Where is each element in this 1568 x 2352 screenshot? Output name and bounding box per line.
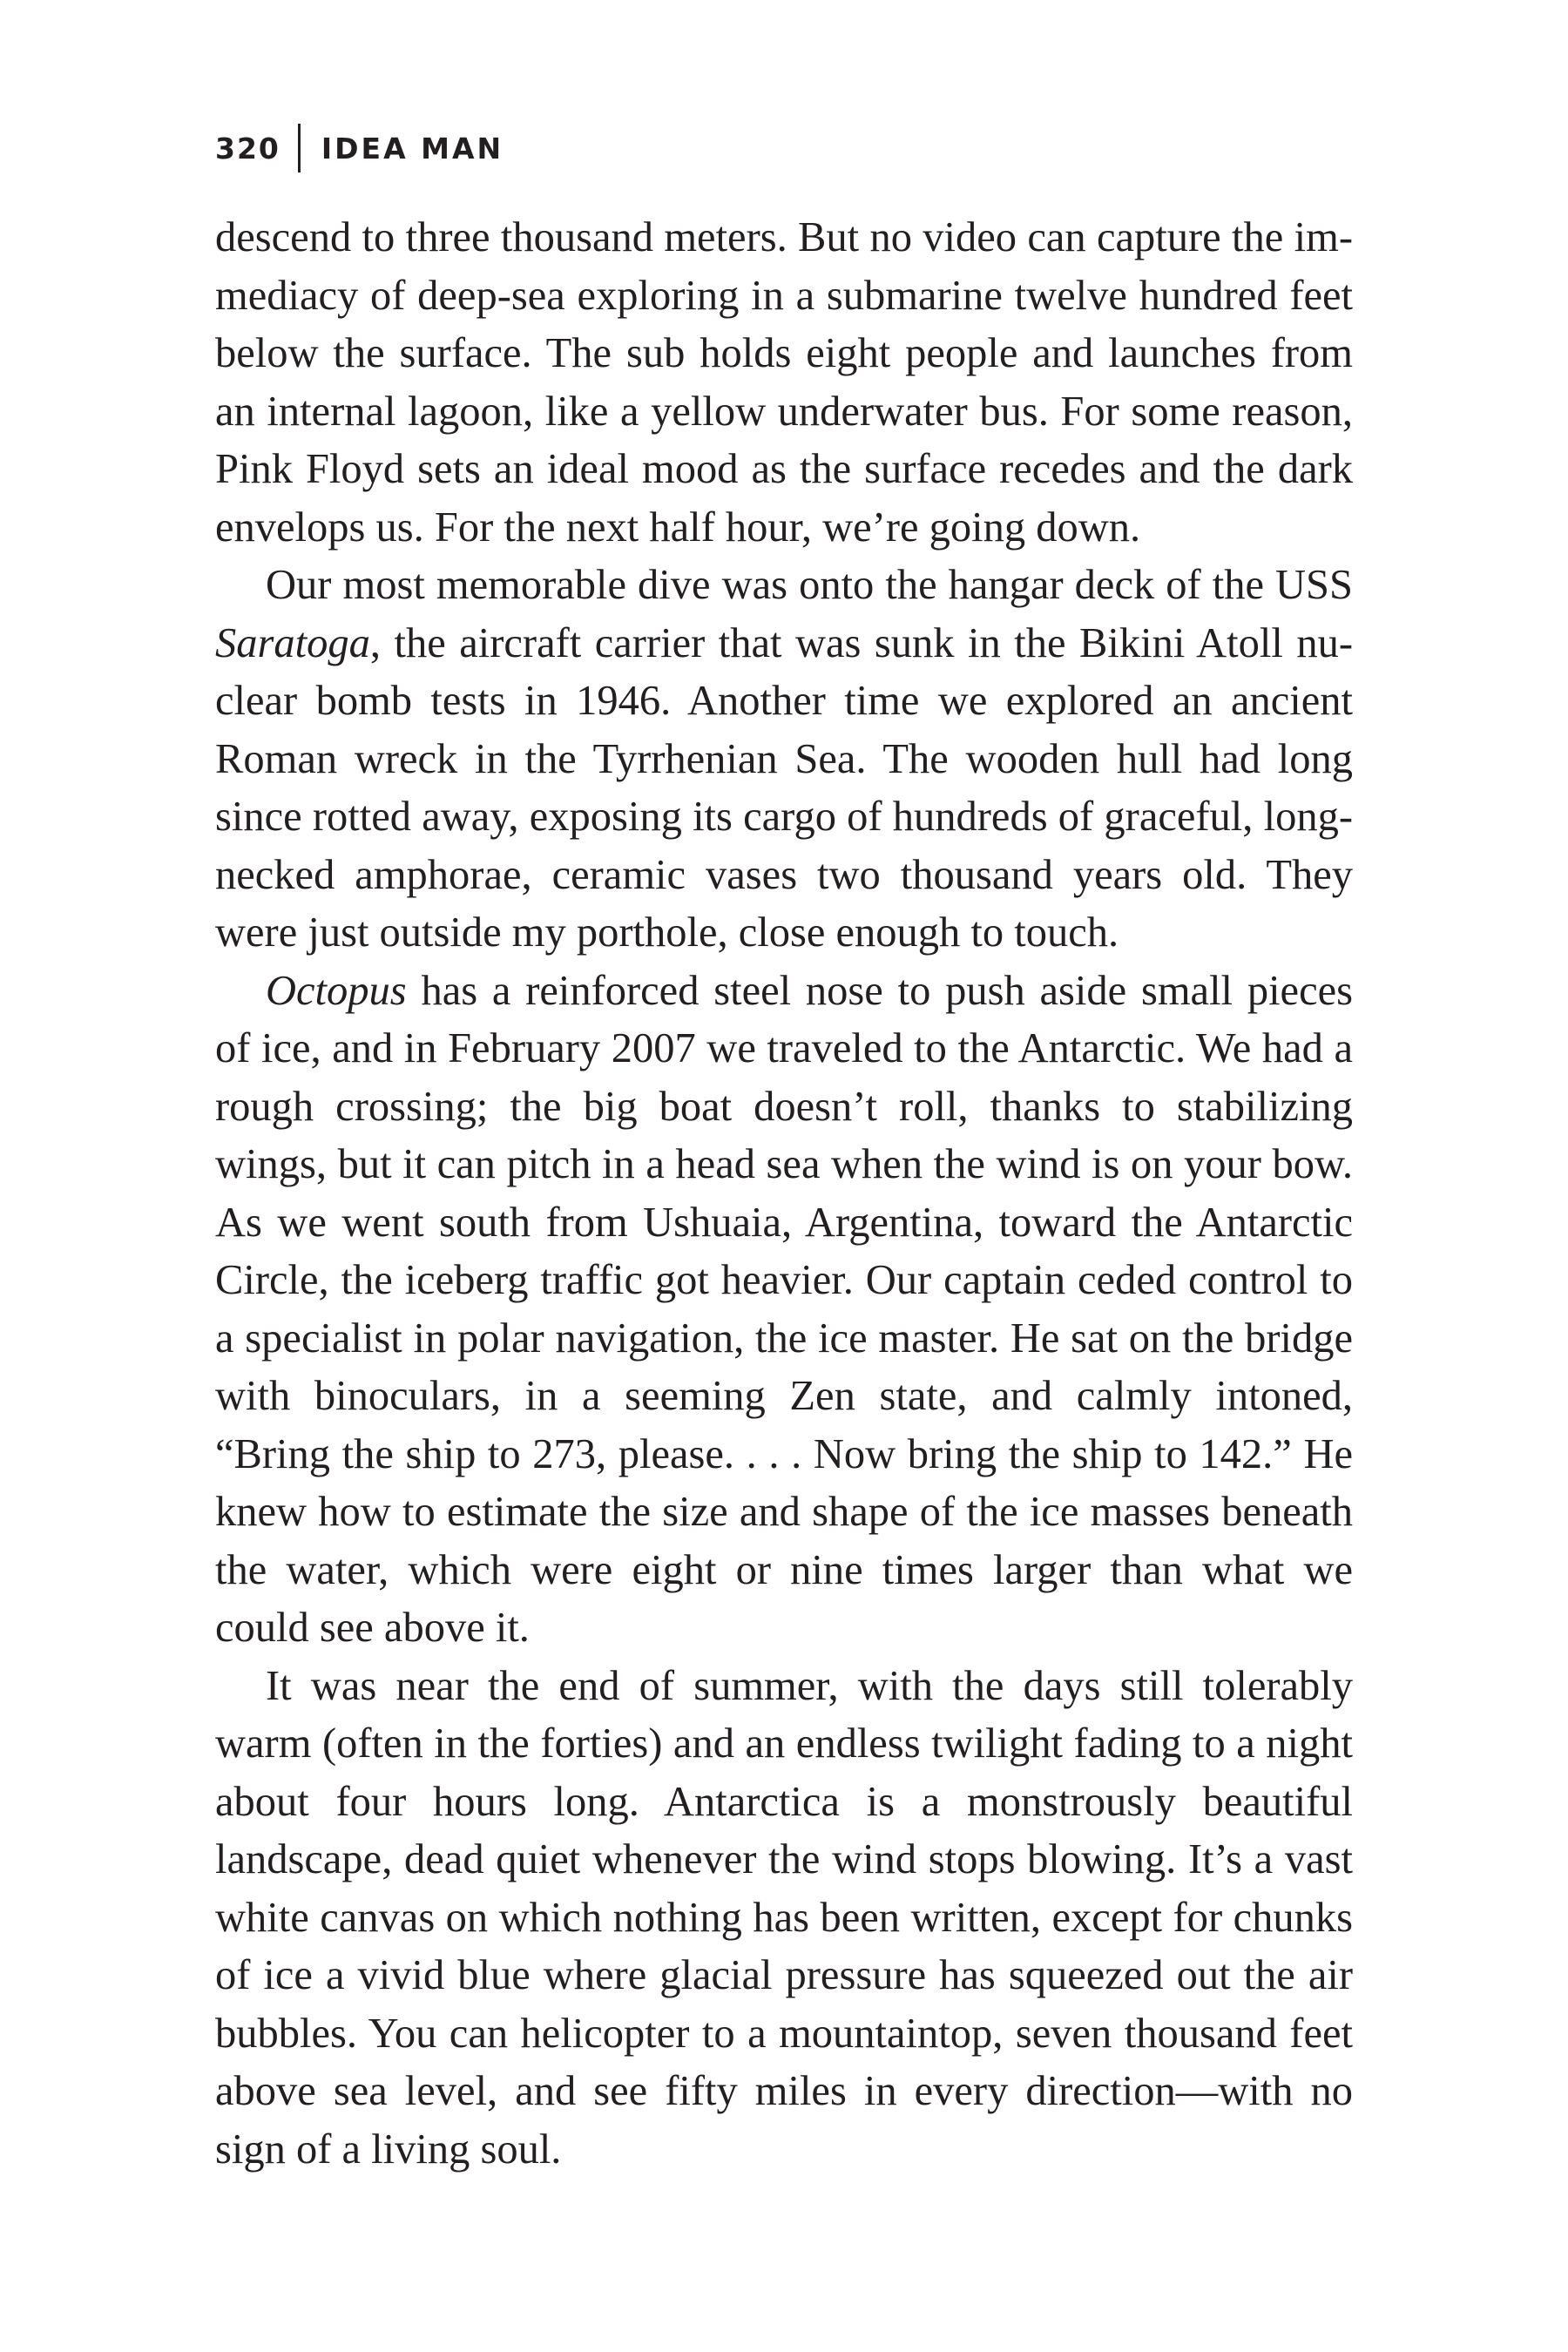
paragraph-4: It was near the end of summer, with the days still tolerably warm (often in the forties) and an endless twilight fading to a night about four hours long. Antarctica is a monstrously beautiful landscape, dead quiet whenever the wind stops blowing. It’s a vast white canvas on which nothing has been written, except for chunks of ice a vivid blue where glacial pressure has squeezed out the air bubbles. You can helicopter to a mountaintop, seven thousand feet above sea level, and see fifty miles in every direction—with no sign of a living soul. (215, 1662, 1353, 2173)
ship-name-octopus: Octopus (266, 967, 407, 1014)
paragraph-2-text-after: , the aircraft carrier that was sunk in the Bikini Atoll nuclear bomb tests in 1946. Another time we explored an ancient Roman wreck in the Tyrrhenian Sea. The wooden hull had long since rotted away, exposing its cargo of hundreds of graceful, long-necked amphorae, ceramic vases two thousand years old. They were just outside my porthole, close enough to touch. (215, 619, 1353, 956)
paragraph-1: descend to three thousand meters. But no video can capture the immediacy of deep-sea exploring in a submarine twelve hundred feet below the surface. The sub holds eight people and launches from an internal lagoon, like a yellow underwater bus. For some reason, Pink Floyd sets an ideal mood as the surface recedes and the dark envelops us. For the next half hour, we’re going down. (215, 214, 1353, 551)
paragraph-2 (215, 557, 1353, 963)
page-number: 320 (215, 131, 280, 166)
ship-name-saratoga: Saratoga (215, 619, 370, 666)
paragraph-3-text: has a reinforced steel nose to push aside small pieces of ice, and in February 2007 we traveled to the Antarctic. We had a rough crossing; the big boat doesn’t roll, thanks to stabilizing wings, but it can pitch in a head sea when the wind is on your bow. As we went south from Ushuaia, Argentina, toward the Antarctic Circle, the iceberg traffic got heavier. Our captain ceded control to a specialist in polar navigation, the ice master. He sat on the bridge with binoculars, in a seeming Zen state, and calmly intoned, “Bring the ship to 273, please. . . . Now bring the ship to 142.” He knew how to estimate the size and shape of the ice masses beneath the water, which were eight or nine times larger than what we could see above it. (215, 967, 1353, 1651)
header-divider (298, 124, 301, 172)
body-text (215, 209, 1353, 2179)
paragraph-3 (215, 963, 1353, 1658)
book-title: IDEA MAN (321, 131, 504, 166)
running-head (215, 122, 504, 174)
paragraph-2-text-before: Our most memorable dive was onto the hangar deck of the USS (266, 562, 1353, 608)
